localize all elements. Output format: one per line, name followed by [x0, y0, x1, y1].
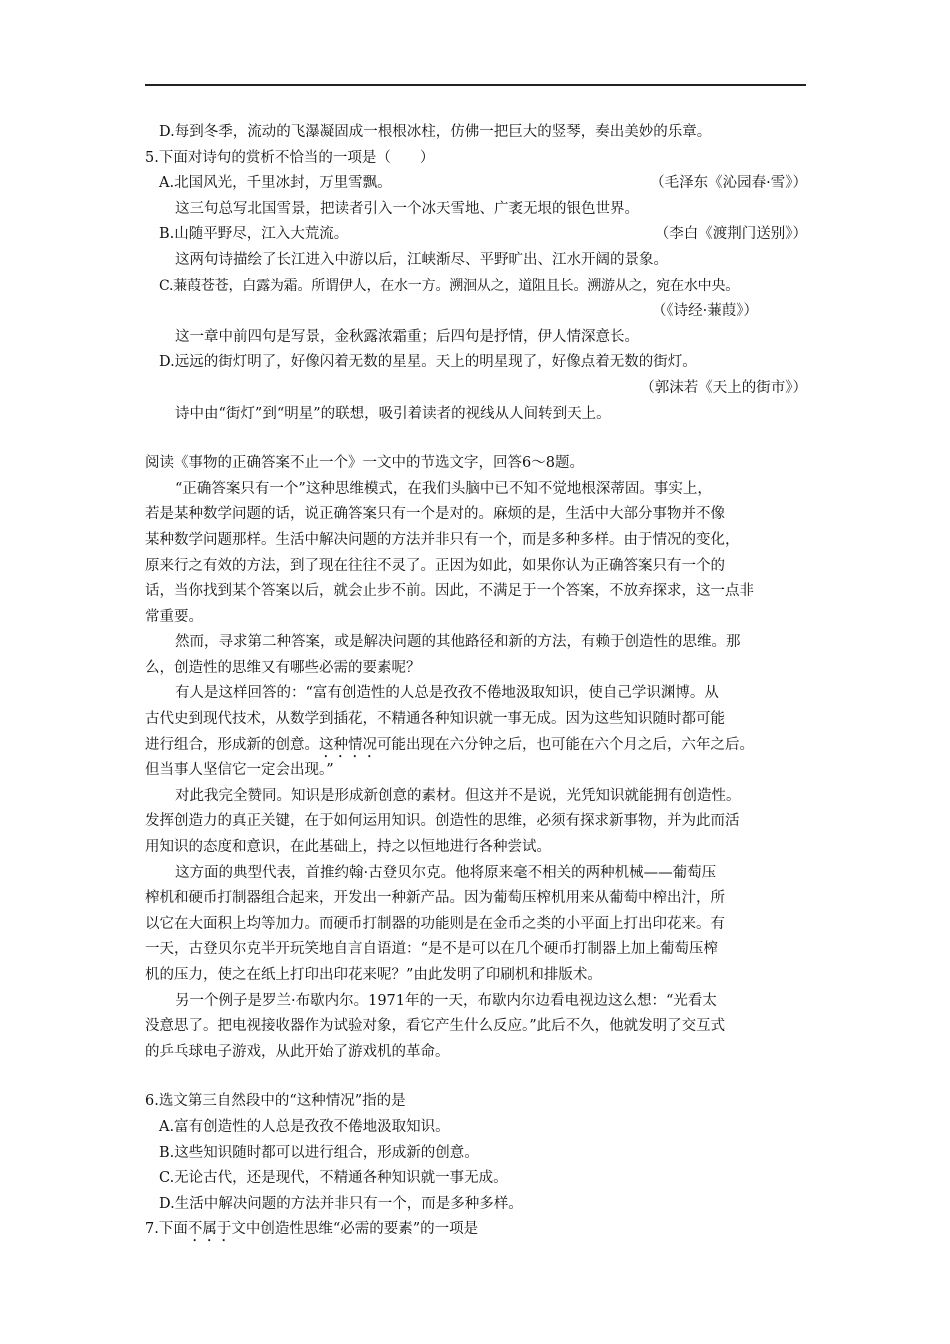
emphasized-phrase: 这种情况 [319, 736, 377, 753]
document-page [145, 120, 813, 1243]
para5-line: 榨机和硬币打制器组合起来，开发出一种新产品。因为葡萄压榨机用来从葡萄中榨出汁，所 [145, 890, 725, 907]
para3-line-start: 进行组合，形成新的创意。 [145, 736, 319, 753]
q6-option-d: D.生活中解决问题的方法并非只有一个，而是多种多样。 [159, 1195, 523, 1212]
para1-line: 常重要。 [145, 608, 203, 625]
para1-line: 话，当你找到某个答案以后，就会止步不前。因此，不满足于一个答案，不放弃探求，这一点非 [145, 583, 754, 600]
q5-option-c-note: 这一章中前四句是写景，金秋露浓霜重；后四句是抒情，伊人情深意长。 [175, 328, 639, 345]
para4-line: 对此我完全赞同。知识是形成新创意的素材。但这并不是说，光凭知识就能拥有创造性。 [175, 787, 741, 804]
header-rule [145, 84, 806, 86]
q5-option-d-source: （郭沫若《天上的街市》） [640, 379, 807, 396]
q6-option-b: B.这些知识随时都可以进行组合，形成新的创意。 [159, 1144, 479, 1161]
q6-stem: 6.选文第三自然段中的“这种情况”指的是 [145, 1093, 406, 1110]
para5-line: 机的压力，使之在纸上打印出印花来呢？”由此发明了印刷机和排版术。 [145, 967, 602, 983]
para3-line: 古代史到现代技术，从数学到插花，不精通各种知识就一事无成。因为这些知识随时都可能 [145, 711, 725, 728]
q5-option-b-source: （李白《渡荆门送别》） [654, 226, 807, 243]
para2-line: 然而，寻求第二种答案，或是解决问题的其他路径和新的方法，有赖于创造性的思维。那 [175, 634, 741, 651]
q5-stem: 5.下面对诗句的赏析不恰当的一项是（ ） [145, 149, 435, 166]
para5-line: 一天，古登贝尔克半开玩笑地自言自语道：“是不是可以在几个硬币打制器上加上葡萄压榨 [145, 941, 718, 958]
para6-line: 另一个例子是罗兰·布歇内尔。1971年的一天，布歇内尔边看电视边这么想：“光看太 [175, 992, 717, 1009]
para4-line: 用知识的态度和意识，在此基础上，持之以恒地进行各种尝试。 [145, 839, 551, 856]
para4-line: 发挥创造力的真正关键，在于如何运用知识。创造性的思维，必须有探求新事物，并为此而活 [145, 813, 740, 830]
q5-option-b-note: 这两句诗描绘了长江进入中游以后，江峡渐尽、平野旷出、江水开阔的景象。 [175, 251, 668, 268]
reading-intro: 阅读《事物的正确答案不止一个》一文中的节选文字，回答6～8题。 [145, 455, 584, 472]
para1-line: 某种数学问题那样。生活中解决问题的方法并非只有一个，而是多种多样。由于情况的变化， [145, 531, 740, 548]
para5-line: 这方面的典型代表，首推约翰·古登贝尔克。他将原来毫不相关的两种机械——葡萄压 [175, 864, 717, 881]
q7-stem-rest: 文中创造性思维“必需的要素”的一项是 [231, 1221, 479, 1238]
q7-number: 7.下面 [145, 1221, 188, 1238]
q5-option-d: D.远远的街灯明了，好像闪着无数的星星。天上的明星现了，好像点着无数的街灯。 [159, 354, 697, 371]
q5-option-a-note: 这三句总写北国雪景，把读者引入一个冰天雪地、广袤无垠的银色世界。 [175, 200, 639, 217]
emphasized-phrase: 不属于 [187, 1221, 232, 1238]
q6-option-a: A.富有创造性的人总是孜孜不倦地汲取知识。 [159, 1118, 450, 1135]
q5-option-c-source: （《诗经·蒹葭》） [651, 303, 758, 320]
para3-line [145, 733, 813, 759]
para2-line: 么，创造性的思维又有哪些必需的要素呢？ [145, 659, 421, 676]
q7-stem [145, 1217, 813, 1243]
q4-option-d: D.每到冬季，流动的飞瀑凝固成一根根冰柱，仿佛一把巨大的竖琴，奏出美妙的乐章。 [159, 124, 712, 140]
para5-line: 以它在大面积上均等加力。而硬币打制器的功能则是在金币之类的小平面上打出印花来。有 [145, 915, 725, 932]
para6-line: 的乒乓球电子游戏，从此开始了游戏机的革命。 [145, 1043, 450, 1060]
q6-option-c: C.无论古代，还是现代，不精通各种知识就一事无成。 [159, 1170, 508, 1187]
para1-line: 原来行之有效的方法，到了现在往往不灵了。正因为如此，如果你认为正确答案只有一个的 [145, 557, 725, 574]
para6-line: 没意思了。把电视接收器作为试验对象，看它产生什么反应。”此后不久，他就发明了交互式 [145, 1018, 726, 1035]
q5-option-a-source: （毛泽东《沁园春·雪》） [650, 175, 807, 192]
para3-line: 有人是这样回答的：“富有创造性的人总是孜孜不倦地汲取知识，使自己学识渊博。从 [175, 685, 719, 702]
q5-option-a: A.北国风光，千里冰封，万里雪飘。 [159, 175, 392, 192]
q5-option-b: B.山随平野尽，江入大荒流。 [159, 226, 349, 243]
q5-option-c: C.蒹葭苍苍，白露为霜。所谓伊人，在水一方。溯洄从之，道阻且长。溯游从之，宛在水中央。 [159, 277, 740, 294]
para1-line: “正确答案只有一个”这种思维模式，在我们头脑中已不知不觉地根深蒂固。事实上， [175, 480, 712, 497]
para1-line: 若是某种数学问题的话，说正确答案只有一个是对的。麻烦的是，生活中大部分事物并不像 [145, 506, 725, 523]
q5-option-d-note: 诗中由“街灯”到“明星”的联想，吸引着读者的视线从人间转到天上。 [175, 405, 611, 422]
para3-line-end: 可能出现在六分钟之后，也可能在六个月之后，六年之后。 [377, 736, 754, 753]
para3-line: 但当事人坚信它一定会出现。” [145, 762, 334, 779]
